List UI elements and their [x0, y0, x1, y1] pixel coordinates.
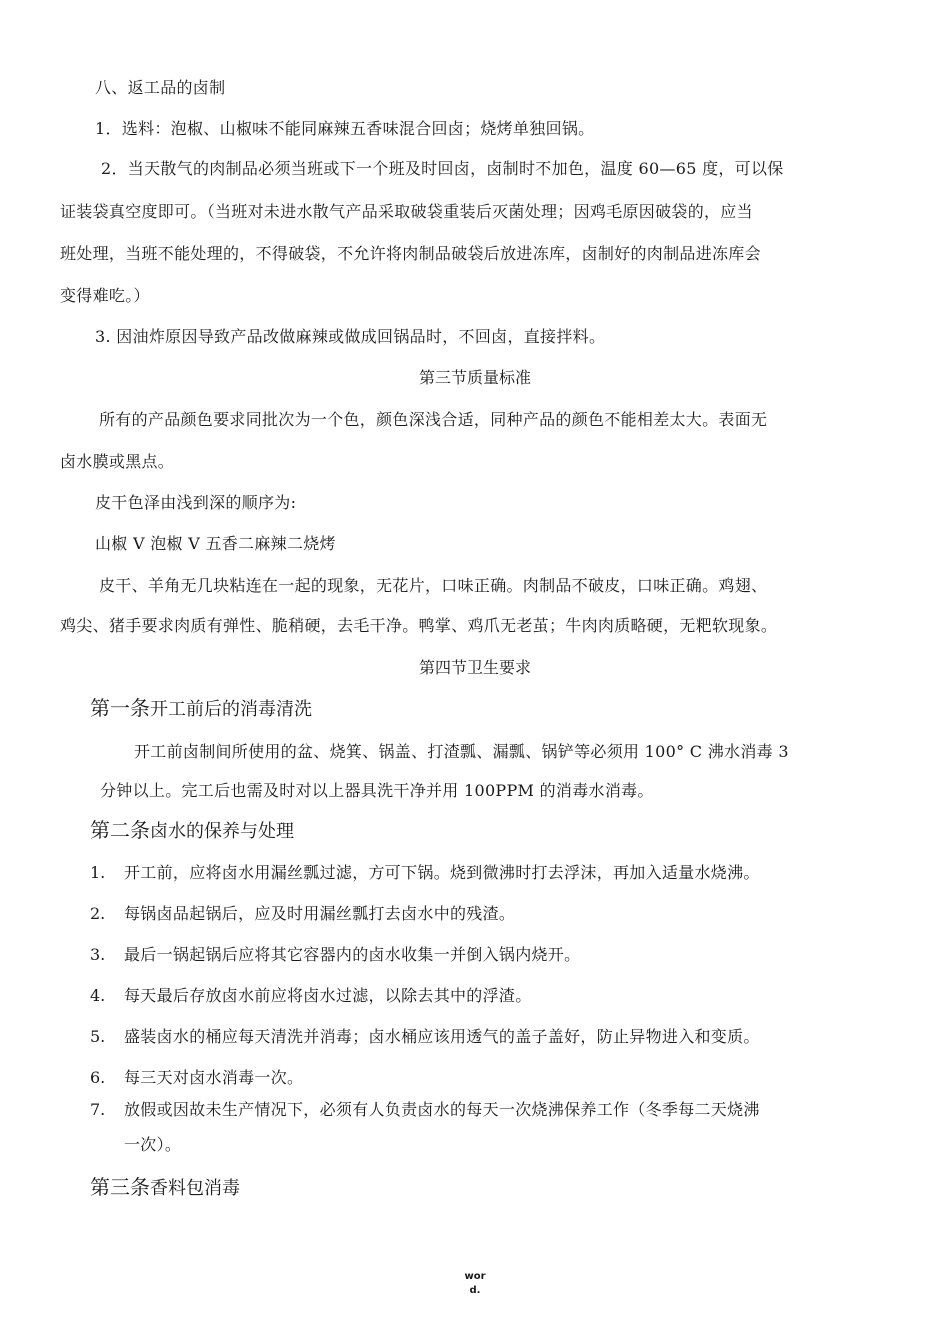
paragraph-line: 1．选料：泡椒、山椒味不能同麻辣五香味混合回卤；烧烤单独回锅。 [95, 119, 595, 138]
article-number: 第三条 [90, 1175, 150, 1199]
footer-text: wor [464, 1271, 486, 1282]
list-item: 每天最后存放卤水前应将卤水过滤，以除去其中的浮渣。 [124, 986, 532, 1005]
paragraph-line: 开工前卤制间所使用的盆、烧箕、锅盖、打渣瓢、漏瓢、锅铲等必须用 100° C 沸水消毒 3 [134, 742, 789, 761]
paragraph-line: 分钟以上。完工后也需及时对以上器具洗干净并用 100PPM 的消毒水消毒。 [100, 781, 654, 800]
list-item: 放假或因故未生产情况下，必须有人负责卤水的每天一次烧沸保养工作（冬季每二天烧沸 [124, 1100, 760, 1119]
list-item-number: 6. [90, 1068, 106, 1087]
article-title: 香料包消毒 [150, 1178, 240, 1199]
paragraph-line: 所有的产品颜色要求同批次为一个色，颜色深浅合适，同种产品的颜色不能相差太大。表面无 [99, 410, 768, 429]
list-item-number: 3. [90, 945, 106, 964]
list-item: 每三天对卤水消毒一次。 [124, 1068, 304, 1087]
list-item-number: 7. [90, 1100, 106, 1119]
list-item: 每锅卤品起锅后，应及时用漏丝瓢打去卤水中的残渣。 [124, 904, 516, 923]
paragraph-line: 证装袋真空度即可。（当班对未进水散气产品采取破袋重装后灭菌处理；因鸡毛原因破袋的，应当 [60, 202, 753, 221]
article-heading [90, 697, 312, 721]
list-item-number: 1. [90, 863, 106, 882]
article-heading [90, 1176, 240, 1200]
paragraph-line: 班处理，当班不能处理的，不得破袋，不允许将肉制品破袋后放进冻库，卤制好的肉制品进冻库会 [60, 244, 761, 263]
list-item: 盛装卤水的桶应每天清洗并消毒；卤水桶应该用透气的盖子盖好，防止异物进入和变质。 [124, 1027, 760, 1046]
list-item-continuation: 一次）。 [124, 1135, 182, 1154]
section-title: 第四节卫生要求 [418, 658, 531, 677]
paragraph-line: 鸡尖、猪手要求肉质有弹性、脆稍硬，去毛干净。鸭掌、鸡爪无老茧；牛肉肉质略硬，无粑软现象。 [60, 616, 778, 635]
article-title: 卤水的保养与处理 [150, 821, 294, 842]
article-number: 第一条 [90, 696, 150, 720]
paragraph-line: 变得难吃。） [60, 286, 150, 305]
article-heading [90, 819, 294, 843]
section-title: 八、返工品的卤制 [95, 78, 226, 97]
section-title: 第三节质量标准 [418, 368, 531, 387]
paragraph-line: 2．当天散气的肉制品必须当班或下一个班及时回卤，卤制时不加色，温度 60—65 度，可以保 [101, 159, 784, 178]
paragraph-line: 卤水膜或黑点。 [60, 452, 175, 471]
list-item-number: 2. [90, 904, 106, 923]
paragraph-line: 山椒 V 泡椒 V 五香二麻辣二烧烤 [95, 534, 336, 553]
footer-text: d. [469, 1285, 481, 1296]
paragraph-line: 皮干色泽由浅到深的顺序为: [95, 493, 297, 512]
paragraph-line: 3. 因油炸原因导致产品改做麻辣或做成回锅品时，不回卤，直接拌料。 [95, 327, 606, 346]
paragraph-line: 皮干、羊角无几块粘连在一起的现象，无花片，口味正确。肉制品不破皮，口味正确。鸡翅、 [99, 576, 768, 595]
list-item: 开工前，应将卤水用漏丝瓢过滤，方可下锅。烧到微沸时打去浮沫，再加入适量水烧沸。 [124, 863, 760, 882]
list-item-number: 5. [90, 1027, 106, 1046]
article-number: 第二条 [90, 818, 150, 842]
list-item: 最后一锅起锅后应将其它容器内的卤水收集一并倒入锅内烧开。 [124, 945, 581, 964]
article-title: 开工前后的消毒清洗 [150, 699, 312, 720]
list-item-number: 4. [90, 986, 106, 1005]
